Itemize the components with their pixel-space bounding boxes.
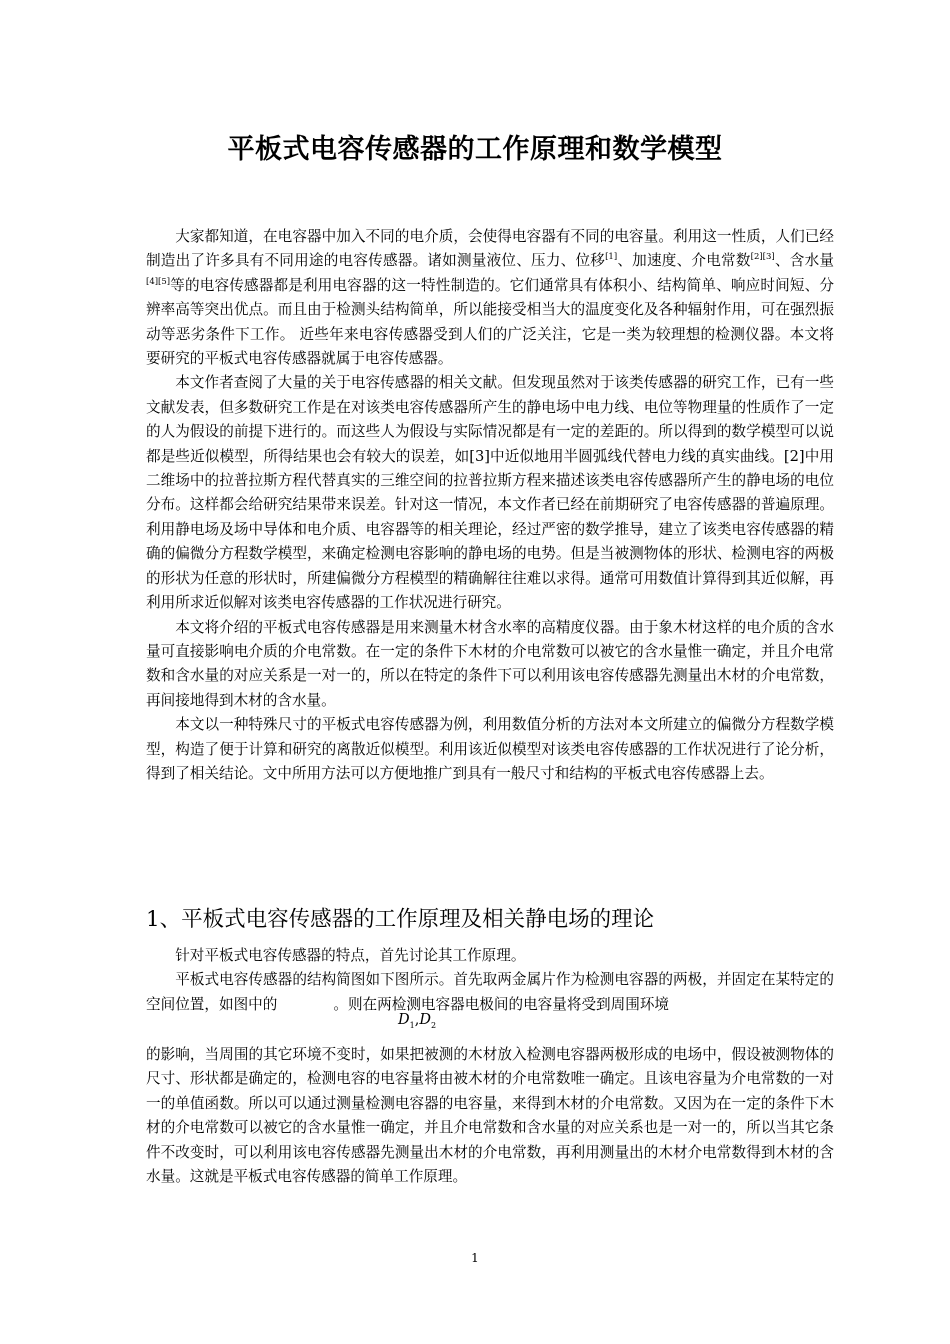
section-1-paragraph-1: 针对平板式电容传感器的特点，首先讨论其工作原理。 bbox=[175, 947, 526, 964]
intro-p1-text-a: 大家都知道，在电容器中加入不同的电介质，会使得电容器有不同的电容量。利用这一性质，人们已经制造出了许多具有不同用途的电容传感器。诸如测量液位、压力、位移 bbox=[146, 228, 834, 270]
intro-p1-text-d: 等的电容传感器都是利用电容器的这一特性制造的。它们通常具有体积小、结构简单、响应时间短、分辨率高等突出优点。而且由于检测头结构简单，所以能接受相当大的温度变化及各种辐射作用，可在强烈振动等恶劣条件下工作。 近些年来电容传感器受到人们的广泛关注，它是一类为较理想的检测仪器。本文将要研究的平板式电容传感器就属于电容传感器。 bbox=[146, 276, 834, 368]
intro-p1-text-c: 、含水量 bbox=[774, 252, 834, 270]
formula-separator: , bbox=[414, 1012, 420, 1028]
page-number: 1 bbox=[471, 1251, 479, 1265]
electrode-d1-symbol: D bbox=[398, 1012, 410, 1028]
section-1-paragraph-2 bbox=[146, 968, 834, 1017]
electrode-d2-subscript: 2 bbox=[430, 1020, 437, 1030]
citation-2-3: [2][3] bbox=[750, 252, 775, 263]
section-1-p2-text-b: 。则在两检测电容器电极间的电容量将受到周围环境 bbox=[333, 995, 670, 1013]
electrode-d2-symbol: D bbox=[419, 1012, 431, 1028]
intro-paragraph-1 bbox=[146, 225, 834, 371]
electrode-d1-subscript: 1 bbox=[409, 1020, 415, 1030]
intro-section bbox=[146, 225, 834, 786]
section-1-paragraph-2-continued: 的影响，当周围的其它环境不变时，如果把被测的木材放入检测电容器两极形成的电场中，假设被测物体的尺寸、形状都是确定的，检测电容的电容量将由被木材的介电常数唯一确定。且该电容量为介电常数的一对一的单值函数。所以可以通过测量检测电容器的电容量，来得到木材的介电常数。又因为在一定的条件下木材的介电常数可以被它的含水量惟一确定，并且介电常数和含水量的对应关系也是一对一的，所以当其它条件不改变时，可以利用该电容传感器先测量出木材的介电常数，再利用测量出的木材介电常数得到木材的含水量。这就是平板式电容传感器的简单工作原理。 bbox=[146, 1046, 834, 1186]
electrodes-formula bbox=[398, 1012, 436, 1030]
section-1-p2-text-a: 平板式电容传感器的结构简图如下图所示。首先取两金属片作为检测电容器的两极，并固定在某特定的空间位置，如图中的 bbox=[146, 971, 834, 1013]
intro-paragraph-2: 本文作者查阅了大量的关于电容传感器的相关文献。但发现虽然对于该类传感器的研究工作，已有一些文献发表，但多数研究工作是在对该类电容传感器所产生的静电场中电力线、电位等物理量的性质作了一定的人为假设的前提下进行的。而这些人为假设与实际情况都是有一定的差距的。所以得到的数学模型可以说都是些近似模型，所得结果也会有较大的误差，如[3]中近似地用半圆弧线代替电力线的真实曲线。[2]中用二维场中的拉普拉斯方程代替真实的三维空间的拉普拉斯方程来描述该类电容传感器所产生的静电场的电位分布。这样都会给研究结果带来误差。针对这一情况，本文作者已经在前期研究了电容传感器的普遍原理。利用静电场及场中导体和电介质、电容器等的相关理论，经过严密的数学推导，建立了该类电容传感器的精确的偏微分方程数学模型，来确定检测电容影响的静电场的电势。但是当被测物体的形状、检测电容的两极的形状为任意的形状时，所建偏微分方程模型的精确解往往难以求得。通常可用数值计算得到其近似解，再利用所求近似解对该类电容传感器的工作状况进行研究。 bbox=[146, 374, 834, 612]
citation-4-5: [4][5] bbox=[146, 276, 171, 287]
section-1-body-bottom bbox=[146, 1043, 834, 1189]
intro-paragraph-3: 本文将介绍的平板式电容传感器是用来测量木材含水率的高精度仪器。由于象木材这样的电介质的含水量可直接影响电介质的介电常数。在一定的条件下木材的介电常数可以被它的含水量惟一确定，并且介电常数和含水量的对应关系是一对一的，所以在特定的条件下可以利用该电容传感器先测量出木材的介电常数，再间接地得到木材的含水量。 bbox=[146, 618, 834, 709]
intro-p1-text-b: 、加速度、介电常数 bbox=[617, 252, 751, 270]
citation-1: [1] bbox=[605, 252, 618, 263]
intro-paragraph-4: 本文以一种特殊尺寸的平板式电容传感器为例，利用数值分析的方法对本文所建立的偏微分方程数学模型，构造了便于计算和研究的离散近似模型。利用该近似模型对该类电容传感器的工作状况进行了论分析，得到了相关结论。文中所用方法可以方便地推广到具有一般尺寸和结构的平板式电容传感器上去。 bbox=[146, 716, 834, 782]
document-title: 平板式电容传感器的工作原理和数学模型 bbox=[227, 134, 723, 165]
section-1-heading: 1、平板式电容传感器的工作原理及相关静电场的理论 bbox=[146, 907, 655, 932]
section-1-body-top bbox=[146, 944, 834, 1017]
